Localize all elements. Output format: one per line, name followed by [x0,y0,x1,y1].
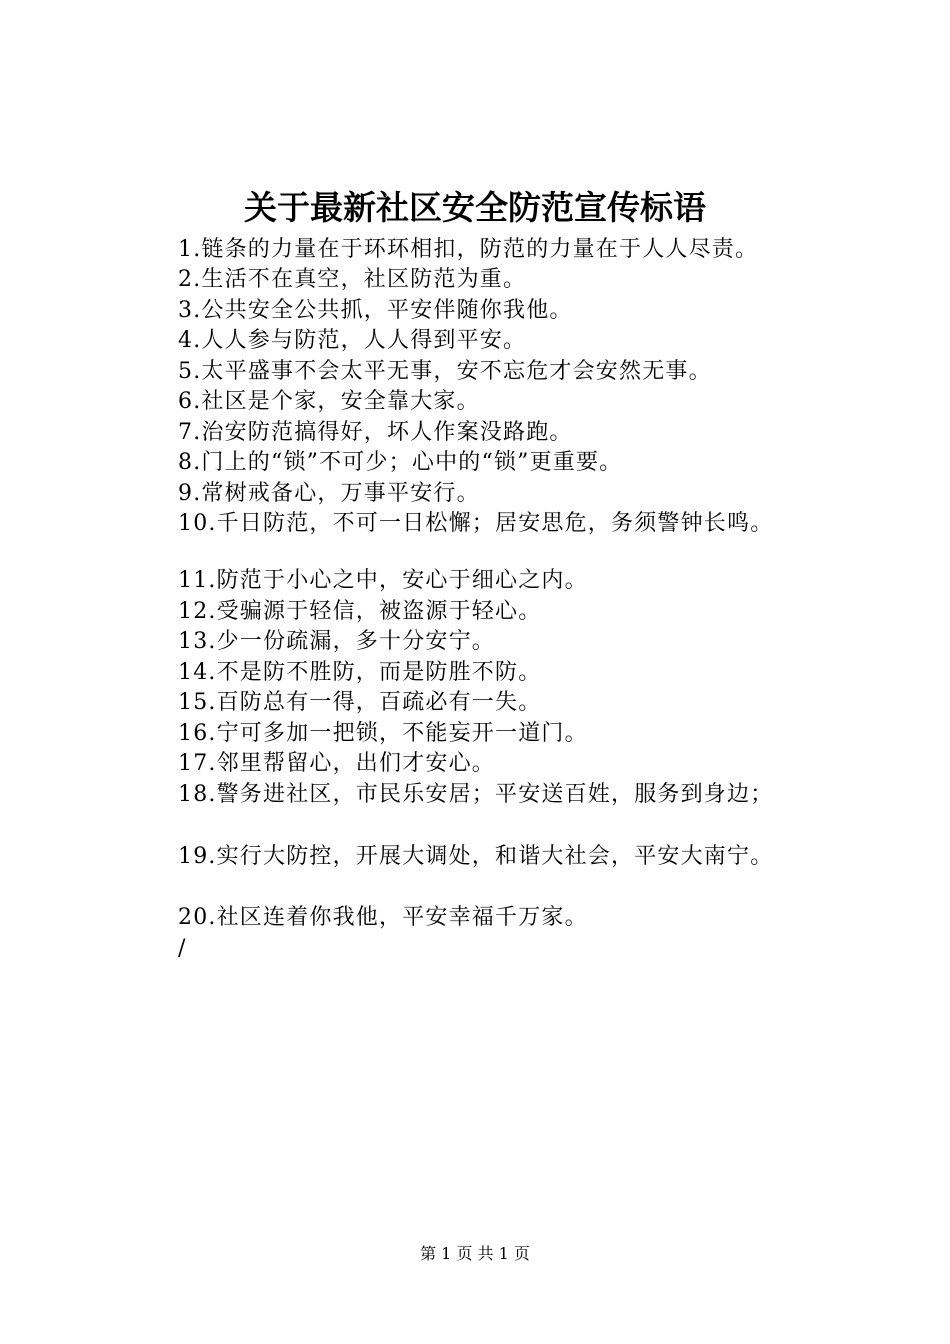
slogan-line-7: 7.治安防范搞得好，坏人作案没路跑。 [178,420,573,445]
slogan-line-18: 18.警务进社区，市民乐安居；平安送百姓，服务到身边； [178,782,774,807]
slogan-line-10: 10.千日防范，不可一日松懈；居安思危，务须警钟长鸣。 [178,511,774,536]
slogan-line-4: 4.人人参与防范，人人得到平安。 [178,328,527,353]
page-number-footer: 第 1 页 共 1 页 [420,1244,530,1263]
slogan-line-6: 6.社区是个家，安全靠大家。 [178,389,480,414]
slogan-line-16: 16.宁可多加一把锁，不能妄开一道门。 [178,721,588,746]
slogan-line-11: 11.防范于小心之中，安心于细心之内。 [178,568,588,593]
slogan-line-8: 8.门上的“锁”不可少；心中的“锁”更重要。 [178,450,623,475]
document-title: 关于最新社区安全防范宣传标语 [244,188,706,227]
slogan-line-1: 1.链条的力量在于环环相扣，防范的力量在于人人尽责。 [178,237,759,262]
slogan-line-12: 12.受骗源于轻信，被盗源于轻心。 [178,599,542,624]
slogan-line-17: 17.邻里帮留心，出们才安心。 [178,751,495,776]
slogan-line-5: 5.太平盛事不会太平无事，安不忘危才会安然无事。 [178,359,712,384]
slogan-line-2: 2.生活不在真空，社区防范为重。 [178,267,527,292]
slogan-line-19: 19.实行大防控，开展大调处，和谐大社会，平安大南宁。 [178,844,774,869]
slogan-line-20: 20.社区连着你我他，平安幸福千万家。 [178,905,588,930]
slogan-line-15: 15.百防总有一得，百疏必有一失。 [178,690,542,715]
slash-mark: / [178,936,187,961]
slogan-line-13: 13.少一份疏漏，多十分安宁。 [178,629,495,654]
slogan-line-3: 3.公共安全公共抓，平安伴随你我他。 [178,298,573,323]
slogan-line-9: 9.常树戒备心，万事平安行。 [178,481,480,506]
slogan-line-14: 14.不是防不胜防，而是防胜不防。 [178,660,542,685]
